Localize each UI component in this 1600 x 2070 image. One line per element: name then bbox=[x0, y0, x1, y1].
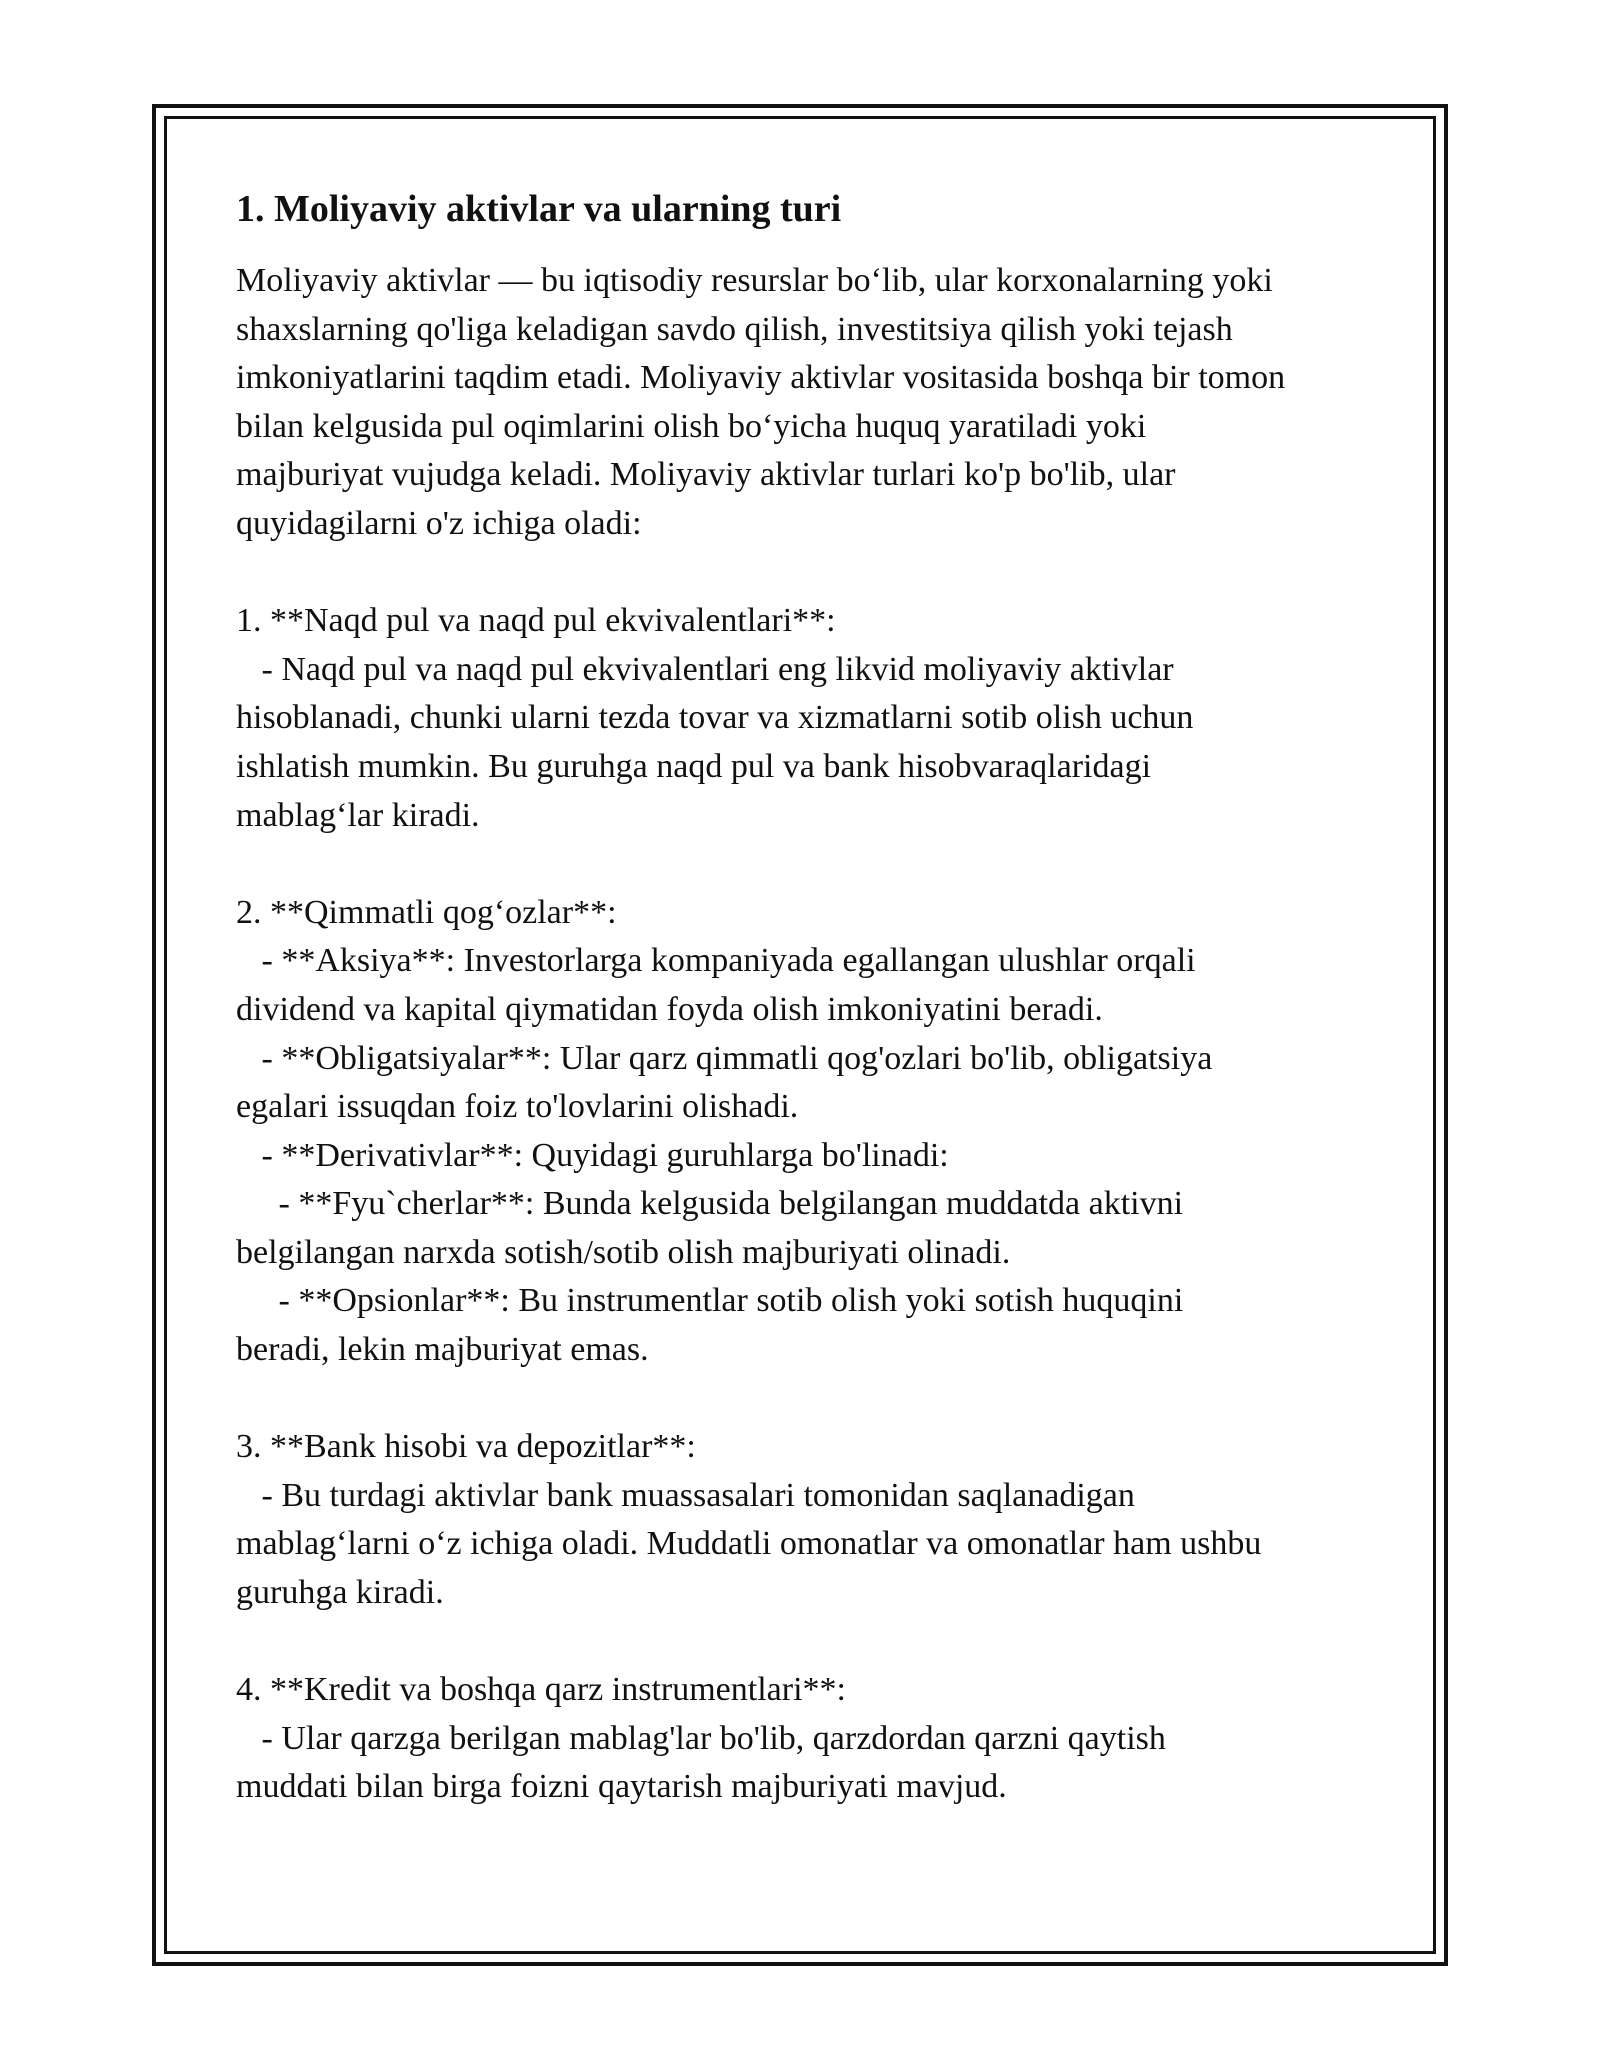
text-line: quyidagilarni o'z ichiga oladi: bbox=[236, 504, 642, 542]
text-line: bilan kelgusida pul oqimlarini olish bo‘yicha huquq yaratiladi yoki bbox=[236, 407, 1147, 445]
text-line: egalari issuqdan foiz to'lovlarini olishadi. bbox=[236, 1088, 799, 1126]
text-line: muddati bilan birga foizni qaytarish majburiyati mavjud. bbox=[236, 1768, 1007, 1806]
text-line: hisoblanadi, chunki ularni tezda tovar va xizmatlarni sotib olish uchun bbox=[236, 699, 1194, 737]
text-line: ishlatish mumkin. Bu guruhga naqd pul va bank hisobvaraqlaridagi bbox=[236, 747, 1152, 785]
blank-line bbox=[236, 549, 1386, 598]
blank-line bbox=[236, 840, 1386, 889]
text-line: 1. **Naqd pul va naqd pul ekvivalentlari**: bbox=[236, 602, 836, 640]
text-line: 4. **Kredit va boshqa qarz instrumentlari**: bbox=[236, 1671, 846, 1709]
text-line: - **Aksiya**: Investorlarga kompaniyada egallangan ulushlar orqali bbox=[236, 942, 1196, 980]
text-line: mablag‘larni o‘z ichiga oladi. Muddatli omonatlar va omonatlar ham ushbu bbox=[236, 1525, 1262, 1563]
text-line: imkoniyatlarini taqdim etadi. Moliyaviy aktivlar vositasida boshqa bir tomon bbox=[236, 359, 1286, 397]
text-line: mablag‘lar kiradi. bbox=[236, 796, 480, 834]
section-heading: 1. Moliyaviy aktivlar va ularning turi bbox=[236, 188, 842, 230]
text-line: - Bu turdagi aktivlar bank muassasalari tomonidan saqlanadigan bbox=[236, 1476, 1135, 1514]
text-line: - **Fyu`cherlar**: Bunda kelgusida belgilangan muddatda aktivni bbox=[236, 1185, 1184, 1223]
text-line: - Naqd pul va naqd pul ekvivalentlari eng likvid moliyaviy aktivlar bbox=[236, 650, 1174, 688]
text-line: belgilangan narxda sotish/sotib olish majburiyati olinadi. bbox=[236, 1233, 1011, 1271]
text-line: majburiyat vujudga keladi. Moliyaviy aktivlar turlari ko'p bo'lib, ular bbox=[236, 456, 1176, 494]
blank-line bbox=[236, 1375, 1386, 1424]
text-line: - **Derivativlar**: Quyidagi guruhlarga bo'linadi: bbox=[236, 1136, 949, 1174]
document-body bbox=[236, 185, 1386, 1812]
text-line: - **Opsionlar**: Bu instrumentlar sotib olish yoki sotish huquqini bbox=[236, 1282, 1184, 1320]
text-line: 2. **Qimmatli qog‘ozlar**: bbox=[236, 893, 617, 931]
text-line: shaxslarning qo'liga keladigan savdo qilish, investitsiya qilish yoki tejash bbox=[236, 310, 1233, 348]
text-line: - Ular qarzga berilgan mablag'lar bo'lib, qarzdordan qarzni qaytish bbox=[236, 1719, 1166, 1757]
text-line: Moliyaviy aktivlar — bu iqtisodiy resurslar bo‘lib, ular korxonalarning yoki bbox=[236, 262, 1273, 299]
text-line: beradi, lekin majburiyat emas. bbox=[236, 1331, 649, 1369]
text-line: dividend va kapital qiymatidan foyda olish imkoniyatini beradi. bbox=[236, 990, 1103, 1028]
text-line: - **Obligatsiyalar**: Ular qarz qimmatli qog'ozlari bo'lib, obligatsiya bbox=[236, 1039, 1213, 1077]
text-line: 3. **Bank hisobi va depozitlar**: bbox=[236, 1428, 696, 1466]
text-line: guruhga kiradi. bbox=[236, 1574, 444, 1612]
document-text bbox=[236, 257, 1386, 1812]
blank-line bbox=[236, 1618, 1386, 1667]
